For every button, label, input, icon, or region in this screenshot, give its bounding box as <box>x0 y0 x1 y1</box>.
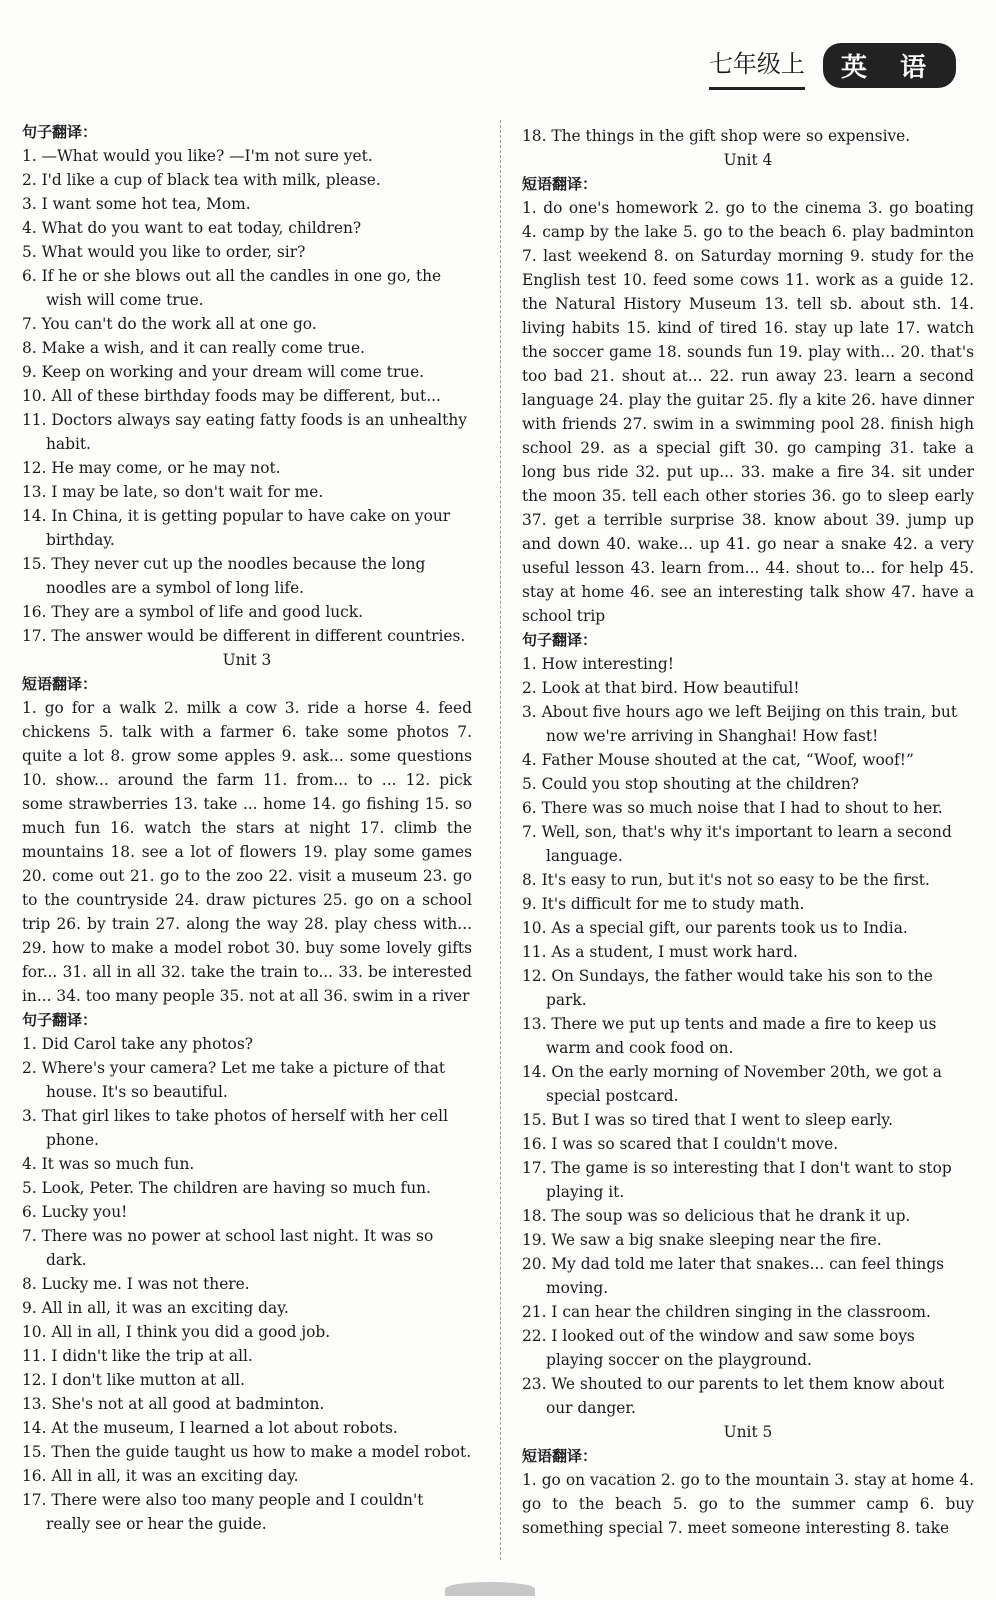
list-item: 10. All in all, I think you did a good job. <box>22 1323 331 1341</box>
list-item: 16. I was so scared that I couldn't move. <box>522 1135 839 1153</box>
phrase-paragraph: 1. go for a walk 2. milk a cow 3. ride a horse 4. feed chickens 5. talk with a farmer 6. take some photos 7. quite a lot 8. grow some apples 9. ask... some questions 10. show... around the farm 11. from... to ... 12. pick some strawberries 13. take ... home 14. go fishing 15. so much fun 16. watch the stars at night 17. climb the mountains 18. see a lot of flowers 19. play some games 20. come out 21. go to the zoo 22. visit a museum 23. go to the countryside 24. draw pictures 25. go on a school trip 26. by train 27. along the way 28. play chess with... 29. how to make a model robot 30. buy some lovely gifts for... 31. all in all 32. take the train to... 33. be interested in... 34. too many people 35. not at all 36. swim in a river <box>22 699 472 1005</box>
list-item: 8. Make a wish, and it can really come true. <box>22 339 366 357</box>
list-item: 15. They never cut up the noodles because the long noodles are a symbol of long life. <box>22 555 426 597</box>
list-item: 6. If he or she blows out all the candles in one go, the wish will come true. <box>22 267 442 309</box>
list-item: 4. It was so much fun. <box>22 1155 195 1173</box>
sentence-list <box>522 652 974 1420</box>
list-item: 13. There we put up tents and made a fire to keep us warm and cook food on. <box>522 1015 937 1057</box>
unit-heading: Unit 4 <box>723 151 773 169</box>
list-item: 4. What do you want to eat today, children? <box>22 219 362 237</box>
list-item: 6. There was so much noise that I had to shout to her. <box>522 799 943 817</box>
list-item: 10. As a special gift, our parents took us to India. <box>522 919 908 937</box>
list-item: 6. Lucky you! <box>22 1203 128 1221</box>
list-item: 15. But I was so tired that I went to sleep early. <box>522 1111 893 1129</box>
section-heading: 短语翻译： <box>22 675 98 693</box>
list-item: 3. That girl likes to take photos of herself with her cell phone. <box>22 1107 449 1149</box>
page-footer-decoration <box>445 1582 535 1596</box>
list-item: 5. What would you like to order, sir? <box>22 243 306 261</box>
list-item: 1. How interesting! <box>522 655 674 673</box>
list-item: 9. All in all, it was an exciting day. <box>22 1299 289 1317</box>
list-item: 3. I want some hot tea, Mom. <box>22 195 251 213</box>
section-heading: 句子翻译： <box>522 631 598 649</box>
phrase-paragraph: 1. go on vacation 2. go to the mountain 3. stay at home 4. go to the beach 5. go to the summer camp 6. buy something special 7. meet someone interesting 8. take <box>522 1471 974 1537</box>
left-column <box>22 120 472 1536</box>
list-item: 16. They are a symbol of life and good luck. <box>22 603 363 621</box>
list-item: 9. Keep on working and your dream will come true. <box>22 363 425 381</box>
list-item: 5. Could you stop shouting at the children? <box>522 775 860 793</box>
list-item: 2. I'd like a cup of black tea with milk, please. <box>22 171 381 189</box>
sentence-list <box>22 1032 472 1536</box>
section-heading: 句子翻译： <box>22 1011 98 1029</box>
list-item: 7. There was no power at school last night. It was so dark. <box>22 1227 434 1269</box>
list-item: 12. On Sundays, the father would take his son to the park. <box>522 967 933 1009</box>
sentence-list <box>22 144 472 648</box>
section-heading: 短语翻译： <box>522 1447 598 1465</box>
list-item: 1. Did Carol take any photos? <box>22 1035 253 1053</box>
list-item: 12. He may come, or he may not. <box>22 459 281 477</box>
unit-heading: Unit 5 <box>723 1423 773 1441</box>
list-item: 11. I didn't like the trip at all. <box>22 1347 253 1365</box>
section-heading: 短语翻译： <box>522 175 598 193</box>
list-item: 8. Lucky me. I was not there. <box>22 1275 250 1293</box>
phrase-paragraph: 1. do one's homework 2. go to the cinema 3. go boating 4. camp by the lake 5. go to the beach 6. play badminton 7. last weekend 8. on Saturday morning 9. study for the English test 10. feed some cows 11. work as a guide 12. the Natural History Museum 13. tell sb. about sth. 14. living habits 15. kind of tired 16. stay up late 17. watch the soccer game 18. sounds fun 19. play with... 20. that's too bad 21. shout at... 22. run away 23. learn a second language 24. play the guitar 25. fly a kite 26. have dinner with friends 27. swim in a swimming pool 28. finish high school 29. as a special gift 30. go camping 31. take a long bus ride 32. put up... 33. make a fire 34. sit under the moon 35. tell each other stories 36. go to sleep early 37. get a terrible surprise 38. know about 39. jump up and down 40. wake... up 41. go near a snake 42. a very useful lesson 43. learn from... 44. shout to... for help 45. stay at home 46. see an interesting talk show 47. have a school trip <box>522 199 974 625</box>
list-item: 5. Look, Peter. The children are having so much fun. <box>22 1179 431 1197</box>
column-divider <box>500 120 501 1560</box>
list-item: 16. All in all, it was an exciting day. <box>22 1467 299 1485</box>
subject-badge: 英 语 <box>823 43 956 88</box>
list-item: 23. We shouted to our parents to let them know about our danger. <box>522 1375 945 1417</box>
grade-label: 七年级上 <box>709 44 805 90</box>
list-item: 17. There were also too many people and I couldn't really see or hear the guide. <box>22 1491 424 1533</box>
page-header <box>709 40 956 90</box>
list-item: 13. She's not at all good at badminton. <box>22 1395 325 1413</box>
list-item: 18. The soup was so delicious that he drank it up. <box>522 1207 911 1225</box>
list-item: 14. In China, it is getting popular to have cake on your birthday. <box>22 507 451 549</box>
list-item: 2. Where's your camera? Let me take a picture of that house. It's so beautiful. <box>22 1059 446 1101</box>
list-item: 10. All of these birthday foods may be different, but... <box>22 387 441 405</box>
list-item: 17. The answer would be different in different countries. <box>22 627 466 645</box>
list-item: 9. It's difficult for me to study math. <box>522 895 805 913</box>
list-item: 4. Father Mouse shouted at the cat, “Woof, woof!” <box>522 751 914 769</box>
list-item: 12. I don't like mutton at all. <box>22 1371 245 1389</box>
list-item: 7. Well, son, that's why it's important to learn a second language. <box>522 823 952 865</box>
list-item: 17. The game is so interesting that I don't want to stop playing it. <box>522 1159 952 1201</box>
list-item: 14. On the early morning of November 20th, we got a special postcard. <box>522 1063 942 1105</box>
list-item: 11. Doctors always say eating fatty foods is an unhealthy habit. <box>22 411 467 453</box>
list-item: 8. It's easy to run, but it's not so easy to be the first. <box>522 871 930 889</box>
unit-heading: Unit 3 <box>222 651 272 669</box>
list-item: 1. —What would you like? —I'm not sure yet. <box>22 147 373 165</box>
list-item: 14. At the museum, I learned a lot about robots. <box>22 1419 398 1437</box>
list-item: 2. Look at that bird. How beautiful! <box>522 679 800 697</box>
list-item: 22. I looked out of the window and saw some boys playing soccer on the playground. <box>522 1327 915 1369</box>
list-item: 21. I can hear the children singing in the classroom. <box>522 1303 931 1321</box>
list-item: 7. You can't do the work all at one go. <box>22 315 317 333</box>
section-heading: 句子翻译： <box>22 123 98 141</box>
list-item: 15. Then the guide taught us how to make a model robot. <box>22 1443 472 1461</box>
list-item: 3. About five hours ago we left Beijing on this train, but now we're arriving in Shanghai! How fast! <box>522 703 958 745</box>
list-item: 19. We saw a big snake sleeping near the fire. <box>522 1231 882 1249</box>
right-column <box>522 124 974 1540</box>
list-item: 20. My dad told me later that snakes... can feel things moving. <box>522 1255 945 1297</box>
list-item: 18. The things in the gift shop were so expensive. <box>522 127 911 145</box>
list-item: 13. I may be late, so don't wait for me. <box>22 483 324 501</box>
list-item: 11. As a student, I must work hard. <box>522 943 798 961</box>
